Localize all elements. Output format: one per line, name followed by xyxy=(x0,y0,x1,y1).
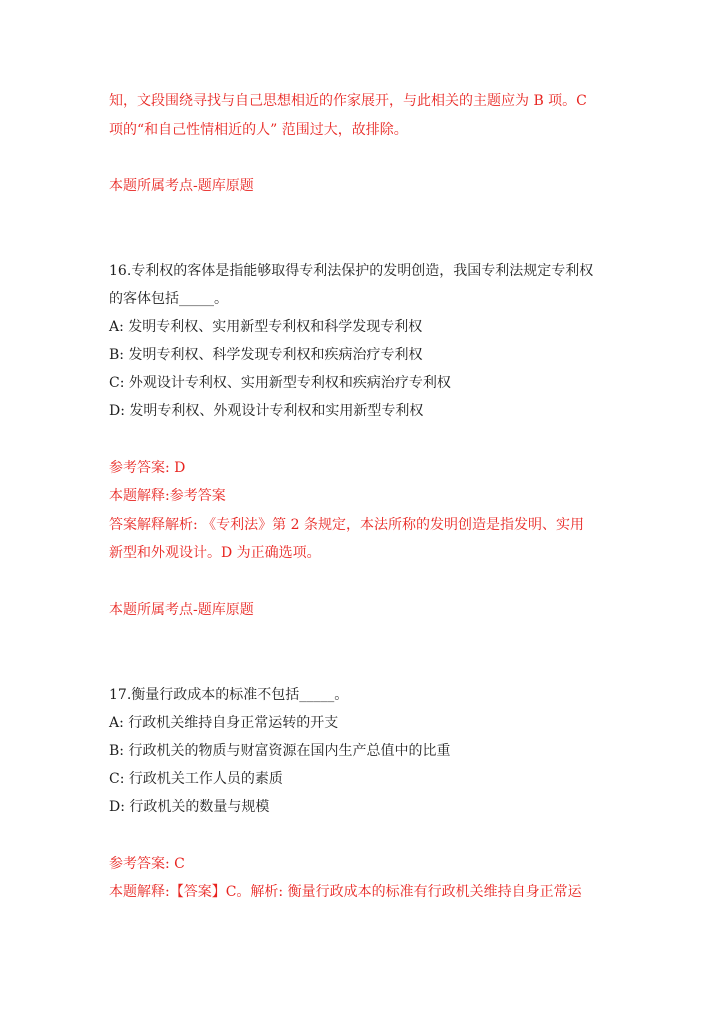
topic-tag: 本题所属考点-题库原题 xyxy=(109,178,254,194)
q17-explain-line-1: 本题解释:【答案】C。解析: 衡量行政成本的标准有行政机关维持自身正常运 xyxy=(109,884,582,900)
q17-answer: 参考答案: C xyxy=(109,856,185,872)
q17-option-d: D: 行政机关的数量与规模 xyxy=(109,799,270,815)
q16-explain-line-1: 答案解释解析: 《专利法》第 2 条规定，本法所称的发明创造是指发明、实用 xyxy=(109,517,584,533)
q16-topic-tag: 本题所属考点-题库原题 xyxy=(109,602,254,618)
intro-explanation-line-2: 项的“和自己性情相近的人” 范围过大，故排除。 xyxy=(109,122,408,138)
q16-option-c: C: 外观设计专利权、实用新型专利权和疾病治疗专利权 xyxy=(109,375,451,391)
q16-option-a: A: 发明专利权、实用新型专利权和科学发现专利权 xyxy=(109,319,423,335)
intro-explanation-line-1: 知，文段围绕寻找与自己思想相近的作家展开，与此相关的主题应为 B 项。C xyxy=(109,93,587,109)
q16-answer: 参考答案: D xyxy=(109,460,186,476)
q16-stem-line-2: 的客体包括_____。 xyxy=(109,291,228,307)
q16-option-b: B: 发明专利权、科学发现专利权和疾病治疗专利权 xyxy=(109,347,423,363)
q17-option-b: B: 行政机关的物质与财富资源在国内生产总值中的比重 xyxy=(109,743,451,759)
q16-explain-line-2: 新型和外观设计。D 为正确选项。 xyxy=(109,545,321,561)
q17-stem: 17.衡量行政成本的标准不包括_____。 xyxy=(109,687,349,703)
q16-explain-title: 本题解释:参考答案 xyxy=(109,488,226,504)
q17-option-a: A: 行政机关维持自身正常运转的开支 xyxy=(109,715,339,731)
q16-stem-line-1: 16.专利权的客体是指能够取得专利法保护的发明创造，我国专利法规定专利权 xyxy=(109,263,594,279)
q16-option-d: D: 发明专利权、外观设计专利权和实用新型专利权 xyxy=(109,403,424,419)
q17-option-c: C: 行政机关工作人员的素质 xyxy=(109,771,283,787)
